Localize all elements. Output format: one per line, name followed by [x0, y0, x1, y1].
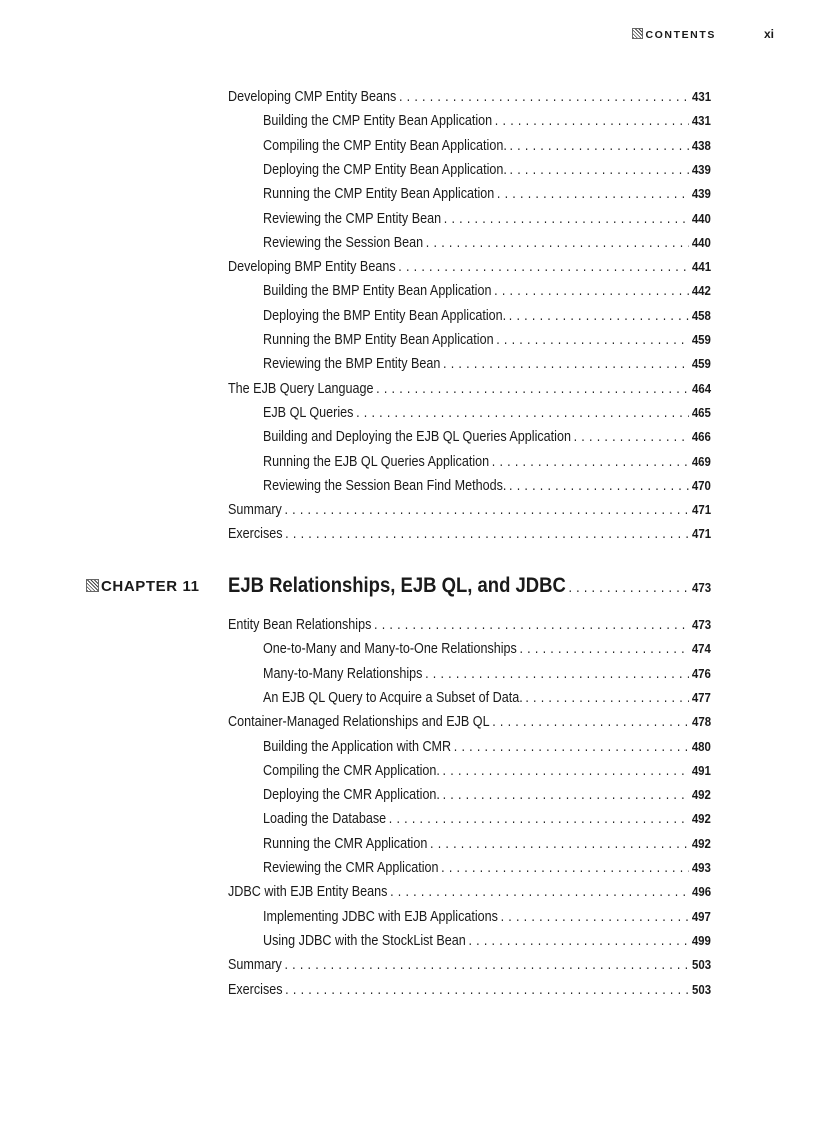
toc-entry-page: 492: [691, 835, 711, 851]
dot-leader: [389, 809, 689, 829]
toc-entry-title: Building the BMP Entity Bean Application: [263, 283, 492, 300]
dot-leader: [492, 712, 689, 732]
dot-leader: [454, 737, 689, 757]
toc-entry-page: 478: [692, 714, 712, 730]
chapter-title: EJB Relationships, EJB QL, and JDBC: [228, 574, 566, 597]
toc-entry[interactable]: [263, 306, 711, 326]
toc-entry[interactable]: [228, 955, 711, 975]
toc-entry-page: 477: [691, 689, 711, 705]
toc-entry[interactable]: [228, 257, 711, 277]
dot-leader: [443, 785, 690, 805]
toc-entry-title: Deploying the CMR Application.: [263, 787, 440, 804]
toc-entry[interactable]: [263, 354, 711, 374]
toc-entry-title: An EJB QL Query to Acquire a Subset of Data.: [263, 689, 523, 706]
toc-entry[interactable]: [263, 160, 711, 180]
toc-entry-title: Exercises: [228, 981, 283, 998]
dot-leader: [501, 907, 690, 927]
toc-entry-page: 470: [691, 477, 711, 493]
dot-leader: [525, 688, 689, 708]
toc-entry[interactable]: [263, 330, 711, 350]
dot-leader: [376, 379, 689, 399]
toc-entry[interactable]: [228, 500, 711, 520]
toc-entry-title: Reviewing the CMP Entity Bean: [263, 210, 442, 227]
toc-entry-page: 503: [692, 957, 712, 973]
toc-entry[interactable]: [263, 281, 711, 301]
toc-entry-page: 492: [691, 811, 711, 827]
toc-entry-page: 439: [691, 186, 711, 202]
toc-entry-title: Running the CMP Entity Bean Application: [263, 186, 495, 203]
toc-entry-title: EJB QL Queries: [263, 404, 354, 421]
dot-leader: [425, 664, 689, 684]
toc-entry-title: Using JDBC with the StockList Bean: [263, 932, 466, 949]
toc-entry-page: 459: [691, 332, 711, 347]
dot-leader: [284, 500, 689, 520]
toc-entry-page: 497: [691, 908, 711, 924]
toc-entry[interactable]: [263, 136, 711, 156]
toc-entry-title: Developing CMP Entity Beans: [228, 89, 397, 105]
toc-entry[interactable]: [263, 403, 711, 423]
toc-entry-page: 440: [691, 234, 711, 250]
toc-entry[interactable]: [263, 427, 711, 447]
dot-leader: [443, 354, 689, 374]
toc-entry[interactable]: [263, 834, 711, 854]
toc-entry-page: 438: [691, 137, 711, 153]
dot-leader: [356, 403, 689, 423]
toc-entry[interactable]: [228, 712, 711, 732]
toc-entry-page: 465: [691, 404, 711, 420]
dot-leader: [519, 639, 689, 659]
toc-entry[interactable]: [263, 111, 711, 131]
toc-entry-title: Reviewing the BMP Entity Bean: [263, 356, 441, 373]
toc-entry-title: Compiling the CMR Application.: [263, 762, 440, 779]
dot-leader: [374, 615, 689, 635]
toc-entry[interactable]: [263, 809, 711, 829]
toc-entry-title: Building and Deploying the EJB QL Queries Application: [263, 429, 571, 446]
toc-entry-page: 431: [691, 113, 711, 129]
toc-entry[interactable]: [228, 87, 711, 107]
toc-entry[interactable]: [228, 379, 711, 399]
section-title: CONTENTS: [645, 29, 716, 41]
toc-entry-title: Summary: [228, 502, 282, 519]
page-number: xi: [763, 27, 774, 41]
toc-entry[interactable]: [263, 785, 711, 805]
toc-entry-title: Reviewing the CMR Application: [263, 860, 439, 876]
dot-leader: [509, 136, 689, 156]
dot-leader: [430, 834, 689, 854]
dot-leader: [509, 476, 689, 496]
toc-entry[interactable]: [263, 907, 711, 927]
toc-entry-page: 471: [692, 502, 712, 518]
toc-entry-title: Developing BMP Entity Beans: [228, 259, 396, 276]
dot-leader: [390, 882, 689, 902]
dot-leader: [509, 160, 689, 180]
chapter-heading[interactable]: [228, 573, 711, 599]
dot-leader: [495, 111, 689, 131]
toc-entry-title: Loading the Database: [263, 811, 387, 828]
toc-entry[interactable]: [263, 761, 711, 781]
toc-entry[interactable]: [263, 476, 711, 496]
dot-leader: [441, 858, 689, 878]
toc-entry-title: Reviewing the Session Bean Find Methods.: [263, 477, 507, 494]
toc-entry-title: Deploying the BMP Entity Bean Application.: [263, 307, 507, 324]
toc-entry-page: 492: [691, 787, 711, 803]
dot-leader: [494, 281, 689, 301]
toc-entry-title: Exercises: [228, 526, 283, 543]
dot-leader: [444, 209, 689, 229]
toc-entry-title: Reviewing the Session Bean: [263, 234, 424, 251]
toc-entry-page: 441: [692, 259, 712, 275]
toc-entry-title: Compiling the CMP Entity Bean Application.: [263, 137, 507, 154]
dot-leader: [426, 233, 689, 253]
toc-entry-title: Running the BMP Entity Bean Application: [263, 332, 494, 348]
toc-entry[interactable]: [263, 688, 711, 708]
toc-entry-page: 503: [692, 981, 712, 997]
toc-entry-page: 439: [691, 161, 711, 177]
dot-leader: [568, 575, 689, 601]
toc-entry-page: 493: [691, 860, 711, 875]
toc-entry-title: Running the EJB QL Queries Application: [263, 453, 490, 470]
toc-entry-page: 440: [691, 210, 711, 226]
chapter-page: 473: [692, 580, 712, 595]
toc-entry[interactable]: [263, 209, 711, 229]
dot-leader: [399, 87, 689, 107]
toc-entry-page: 464: [692, 380, 712, 396]
toc-entry[interactable]: [228, 980, 711, 1000]
toc-entry[interactable]: [263, 737, 711, 757]
dot-leader: [398, 257, 689, 277]
toc-entry[interactable]: [263, 664, 711, 684]
toc-entry-title: Running the CMR Application: [263, 835, 428, 852]
dot-leader: [285, 524, 689, 544]
toc-entry-page: 499: [691, 932, 711, 948]
toc-entry[interactable]: [228, 615, 711, 635]
toc-entry[interactable]: [263, 931, 711, 951]
toc-entry[interactable]: [263, 858, 711, 878]
hatched-square-icon: [86, 579, 99, 592]
toc-entry[interactable]: [263, 233, 711, 253]
toc-entry-page: 458: [691, 307, 711, 323]
toc-entry-page: 459: [691, 356, 711, 372]
toc-entry-page: 474: [691, 641, 711, 657]
chapter-number: CHAPTER 11: [101, 578, 200, 595]
dot-leader: [284, 955, 689, 975]
dot-leader: [443, 761, 690, 781]
toc-entry-page: 491: [691, 762, 711, 778]
toc-entry-page: 473: [692, 617, 712, 632]
toc-entry[interactable]: [263, 184, 711, 204]
toc-entry-page: 469: [691, 453, 711, 469]
toc-entry-title: Summary: [228, 957, 282, 974]
dot-leader: [509, 306, 689, 326]
toc-entry-page: 471: [692, 526, 712, 542]
toc-entry-title: Entity Bean Relationships: [228, 617, 372, 633]
toc-entry-page: 442: [691, 283, 711, 299]
toc-entry[interactable]: [228, 524, 711, 544]
toc-entry-title: The EJB Query Language: [228, 380, 374, 397]
toc-entry-page: 431: [692, 89, 712, 104]
dot-leader: [468, 931, 689, 951]
dot-leader: [496, 330, 689, 350]
toc-entry-title: JDBC with EJB Entity Beans: [228, 884, 388, 901]
toc-entry-page: 480: [691, 738, 711, 754]
toc-entry-title: Implementing JDBC with EJB Applications: [263, 908, 498, 925]
toc-entry-title: Building the Application with CMR: [263, 738, 452, 755]
toc-entry-title: Building the CMP Entity Bean Application: [263, 113, 493, 130]
toc-entry-title: One-to-Many and Many-to-One Relationships: [263, 641, 517, 658]
chapter-number-label: [86, 576, 200, 598]
toc-entry[interactable]: [228, 882, 711, 902]
toc-entry-title: Container-Managed Relationships and EJB QL: [228, 714, 490, 731]
toc-entry-title: Many-to-Many Relationships: [263, 665, 423, 682]
toc-entry[interactable]: [263, 452, 711, 472]
dot-leader: [497, 184, 689, 204]
dot-leader: [285, 980, 689, 1000]
dot-leader: [574, 427, 690, 447]
toc-entry[interactable]: [263, 639, 711, 659]
toc-entry-title: Deploying the CMP Entity Bean Application.: [263, 161, 507, 178]
toc-entry-page: 466: [691, 429, 711, 445]
toc-entry-page: 496: [692, 884, 712, 900]
dot-leader: [492, 452, 689, 472]
toc-entry-page: 476: [691, 665, 711, 681]
